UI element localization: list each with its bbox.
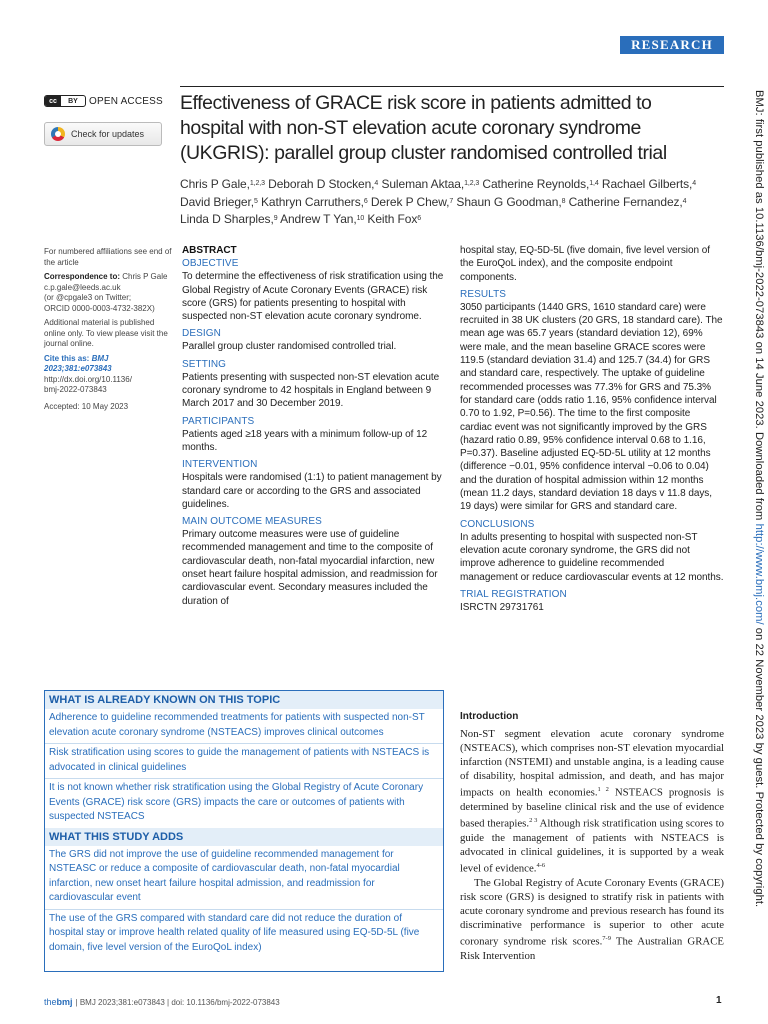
abstract-heading: ABSTRACT — [182, 245, 237, 256]
top-rule — [180, 86, 724, 87]
results-heading: RESULTS — [460, 288, 507, 300]
bmj-logo — [44, 997, 73, 1007]
author-list: Chris P Gale,$^{1,2,3}$ Deborah D Stocken,$^4$ Suleman Aktaa,$^{1,2,3}$ Catherine Reynolds,$^{1,4}$ Rachael Gilberts,$^4$ David Brieger,$^5$ Kathryn Carruthers,$^6$ Derek P Chew,$^7$ Shaun G Goodman,$^8$ Catherine Fernandez,$^4$ Linda D Sharples,$^9$ Andrew T Yan,$^{10}$ Keith Fox$^6$ — [180, 177, 697, 226]
results-text: 3050 participants (1440 GRS, 1610 standard care) were recruited in 38 UK clusters (20 GRS, 18 standard care). The mean age was 65.7 years (standard deviation 12), 69% were male, and the mean baseline GRACE scores were 119.5 (standard deviation 31.4) and 125.7 (34.4) for GRS and standard care, respectively. The uptake of guideline recommended processes was 77.3% for GRS and 75.3% for standard care (odds ratio 1.16, 95% confidence interval 0.70 to 1.92, P=0.56). The time to the first composite cardiac event was not significantly improved by the GRS (hazard ratio 0.89, 95% confidence interval 0.68 to 1.16, P=0.37). Baseline adjusted EQ-5D-5L utility at 12 months (difference −0.01, 95% confidence interval −0.06 to 0.04) and the duration of hospital admission within 12 months (mean 11.2 days, standard deviation 18 days v 11.8 days, 19 days) were similar for GRS and standard care. — [460, 301, 723, 513]
additional-material-note: Additional material is published online only. To view please visit the journal online. — [44, 318, 168, 348]
correspondence-email[interactable]: c.p.gale@leeds.ac.uk — [44, 282, 121, 292]
objective-text: To determine the effectiveness of risk stratification using the Global Registry of Acute Coronary Events (GRACE) risk score (GRS) for patients presenting to hospital with suspected non-ST elevation acute coronary syndrome. — [182, 271, 444, 323]
footer-citation: | BMJ 2023;381:e073843 | doi: 10.1136/bmj-2022-073843 — [75, 997, 280, 1007]
conclusions-heading: CONCLUSIONS — [460, 518, 535, 530]
accepted-date: Accepted: 10 May 2023 — [44, 401, 129, 411]
design-text: Parallel group cluster randomised controlled trial. — [182, 341, 397, 353]
trial-registration-heading: TRIAL REGISTRATION — [460, 588, 567, 600]
affiliations-note: For numbered affiliations see end of the article — [44, 247, 172, 267]
citation-block — [44, 354, 174, 396]
intervention-text: Hospitals were randomised (1:1) to patient management by standard care or according to the GRS and associated guidelines. — [182, 472, 442, 510]
adds-item: The use of the GRS compared with standard care did not reduce the duration of hospital stay or improve health related quality of life measured using EQ-5D-5L (five domain, five level version of the EuroQoL index) — [49, 912, 420, 953]
abstract-column-right — [460, 244, 724, 614]
cite-url[interactable]: http://dx.doi.org/10.1136/ — [44, 374, 132, 384]
cite-doi: bmj-2022-073843 — [44, 385, 107, 394]
participants-text: Patients aged ≥18 years with a minimum follow-up of 12 months. — [182, 428, 428, 453]
known-item: Adherence to guideline recommended treatments for patients with suspected non-ST elevation acute coronary syndrome (NSTEACS) improves clinical outcomes — [45, 709, 443, 744]
known-heading: WHAT IS ALREADY KNOWN ON THIS TOPIC — [45, 691, 443, 709]
correspondence-twitter: (or @cpgale3 on Twitter; — [44, 293, 132, 302]
check-updates-label: Check for updates — [71, 129, 145, 139]
margin-note-pre: BMJ: first published as 10.1136/bmj-2022-073843 on 14 June 2023. Downloaded from — [753, 90, 765, 524]
cite-label: Cite this as: — [44, 353, 90, 363]
page-number: 1 — [716, 995, 722, 1006]
bmj-link[interactable]: http://www.bmj.com/ — [753, 523, 765, 625]
summary-box — [44, 690, 444, 972]
open-access-label: OPEN ACCESS — [89, 95, 163, 107]
bmj-logo-the: the — [44, 997, 57, 1007]
objective-heading: OBJECTIVE — [182, 258, 239, 270]
cc-by-label: BY — [68, 97, 78, 105]
article-sidebar — [44, 247, 174, 416]
participants-heading: PARTICIPANTS — [182, 415, 255, 427]
outcome-heading: MAIN OUTCOME MEASURES — [182, 516, 322, 528]
correspondence — [44, 272, 174, 314]
cite-ref: BMJ 2023;381:e073843 — [44, 353, 112, 373]
intro-paragraph: The Global Registry of Acute Coronary Events (GRACE) risk score (GRS) is designed to stratify risk in patients with acute coronary syndrome and previous research has found its discriminative performance is superior to other acute coronary syndrome risk scores.$^{7-9}$ The Australian GRACE Risk Intervention — [460, 876, 724, 962]
abstract-column-left — [182, 244, 444, 608]
research-banner: RESEARCH — [620, 36, 724, 54]
intro-paragraph: Non-ST segment elevation acute coronary syndrome (NSTEACS), which comprises non-ST elevation myocardial infarction (NSTEMI) and unstable angina, is a leading cause of disability, hospital admission, and death, and has major impacts on health economies.$^{1 2}$ NSTEACS prognosis is determined by baseline clinical risk and the use of evidence based therapies.$^{2 3}$ Although risk stratification using scores to guide the management of patients with NSTEACS is advocated in clinical guidelines, it is supported by a weak level of evidence.$^{4-6}$ — [460, 728, 724, 875]
known-item: Risk stratification using scores to guide the management of patients with NSTEACS is advocated in clinical guidelines — [45, 744, 443, 779]
open-access-badge — [44, 94, 174, 108]
adds-heading: WHAT THIS STUDY ADDS — [45, 828, 443, 846]
correspondence-name: Chris P Gale — [120, 272, 168, 281]
introduction-heading: Introduction — [460, 711, 519, 722]
introduction-section — [460, 710, 724, 963]
conclusions-text: In adults presenting to hospital with suspected non-ST elevation acute coronary syndrome, the GRS did not improve adherence to guideline recommended management or reduce cardiovascular events at 12 months. — [460, 531, 724, 583]
trial-registration-text: ISRCTN 29731761 — [460, 601, 544, 613]
outcome-text-continued: hospital stay, EQ-5D-5L (five domain, five level version of the EuroQoL index), and the composite endpoint components. — [460, 245, 710, 283]
outcome-text: Primary outcome measures were use of guideline recommended management and time to the composite of cardiovascular death, non-fatal myocardial infarction, new onset heart failure hospital admission, and readmission for cardiovascular event. Secondary measures included the duration of — [182, 529, 438, 607]
check-for-updates-button[interactable] — [44, 122, 162, 146]
margin-note-post: on 22 November 2023 by guest. Protected by copyright. — [753, 624, 765, 908]
adds-item: The GRS did not improve the use of guideline recommended management for NSTEASC or reduce a composite of cardiovascular death, non-fatal myocardial infarction, new onset heart failure hospital admission, and readmission for cardiovascular event — [45, 846, 443, 910]
crossmark-icon — [51, 127, 65, 141]
bmj-logo-bmj: bmj — [56, 997, 73, 1007]
cc-by-icon: cc BY — [44, 95, 86, 107]
setting-text: Patients presenting with suspected non-ST elevation acute coronary syndrome to 42 hospitals in England between 9 March 2017 and 30 December 2019. — [182, 371, 440, 410]
design-heading: DESIGN — [182, 328, 221, 340]
setting-heading: SETTING — [182, 358, 227, 370]
page-footer — [44, 996, 724, 1008]
correspondence-orcid: ORCID 0000-0003-4732-382X) — [44, 303, 155, 313]
intervention-heading: INTERVENTION — [182, 459, 258, 471]
correspondence-label: Correspondence to: — [44, 272, 121, 281]
copyright-margin-note — [752, 90, 766, 930]
article-title: Effectiveness of GRACE risk score in patients admitted to hospital with non-ST elevation acute coronary syndrome (UKGRIS): parallel group cluster randomised controlled trial — [180, 92, 667, 164]
known-item: It is not known whether risk stratification using the Global Registry of Acute Coronary Events (GRACE) risk score (GRS) impacts the care or outcomes of patients with suspected NSTEACS — [49, 782, 424, 822]
